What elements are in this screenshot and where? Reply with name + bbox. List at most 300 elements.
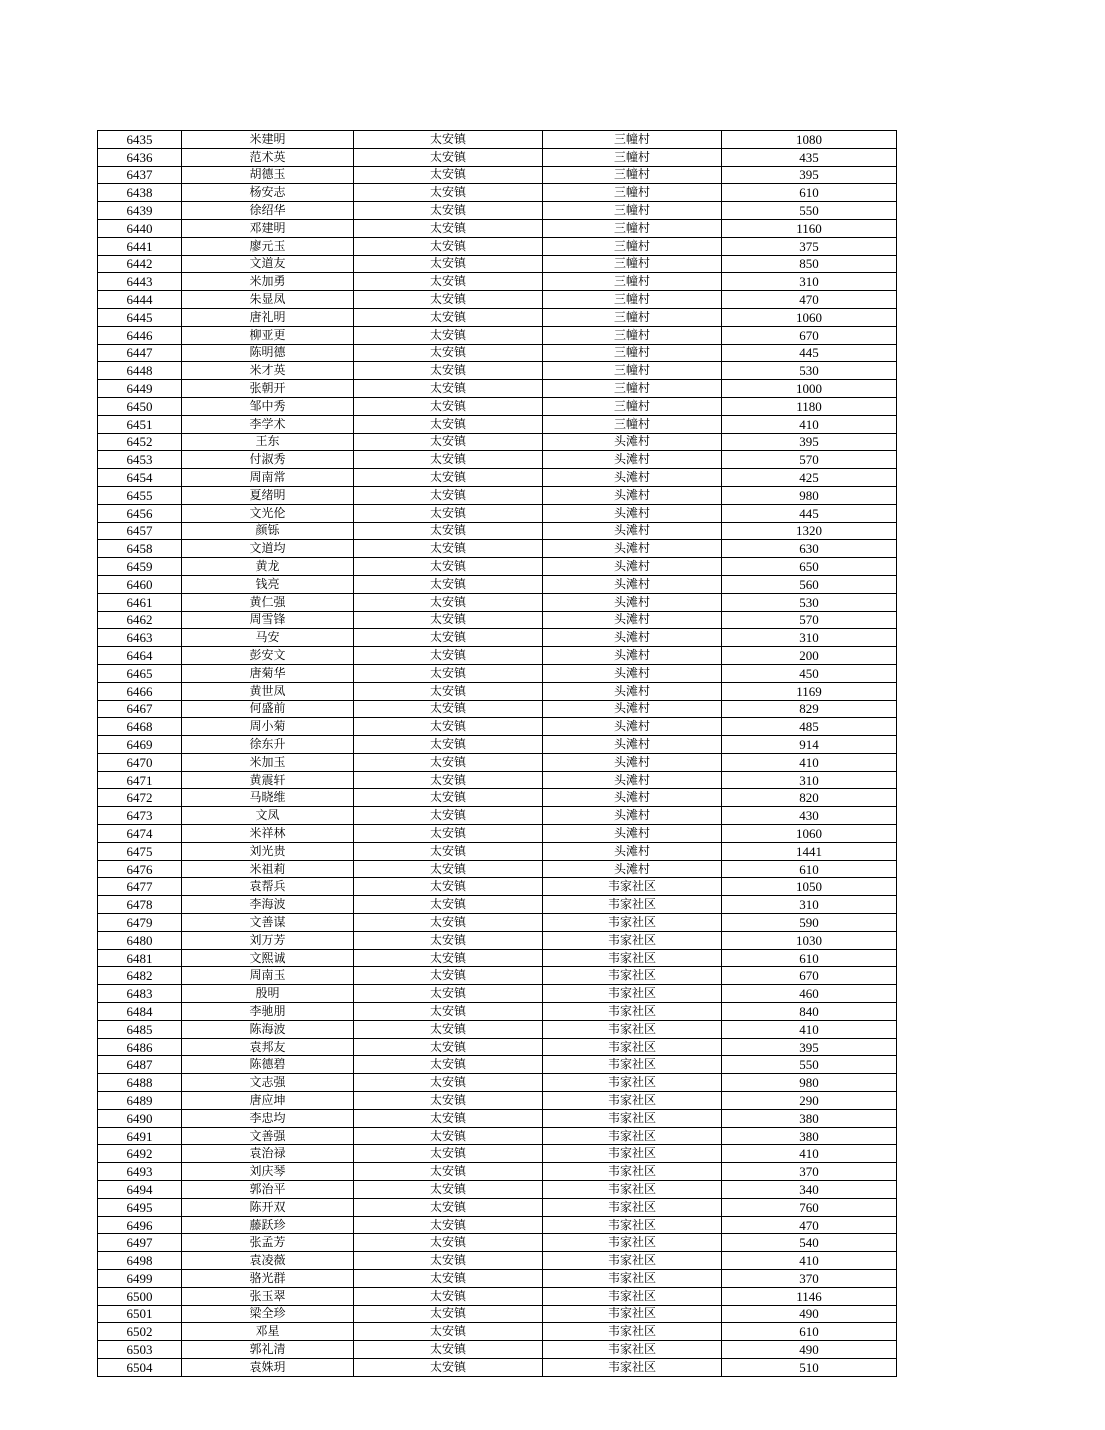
- table-row: [98, 1020, 897, 1038]
- name-cell: 黄世凤: [182, 682, 354, 700]
- row-number-cell: 6478: [98, 896, 182, 914]
- table-row: [98, 1056, 897, 1074]
- amount-cell: 610: [722, 949, 897, 967]
- row-number-cell: 6500: [98, 1287, 182, 1305]
- amount-cell: 1050: [722, 878, 897, 896]
- amount-cell: 630: [722, 540, 897, 558]
- name-cell: 黄龙: [182, 558, 354, 576]
- amount-cell: 380: [722, 1109, 897, 1127]
- town-cell: 太安镇: [354, 611, 543, 629]
- village-cell: 头滩村: [543, 451, 722, 469]
- row-number-cell: 6441: [98, 237, 182, 255]
- village-cell: 韦家社区: [543, 1003, 722, 1021]
- town-cell: 太安镇: [354, 451, 543, 469]
- table-row: [98, 807, 897, 825]
- name-cell: 文凤: [182, 807, 354, 825]
- name-cell: 马安: [182, 629, 354, 647]
- row-number-cell: 6443: [98, 273, 182, 291]
- row-number-cell: 6488: [98, 1074, 182, 1092]
- amount-cell: 340: [722, 1181, 897, 1199]
- amount-cell: 1180: [722, 397, 897, 415]
- table-row: [98, 1038, 897, 1056]
- row-number-cell: 6467: [98, 700, 182, 718]
- village-cell: 韦家社区: [543, 931, 722, 949]
- town-cell: 太安镇: [354, 967, 543, 985]
- amount-cell: 980: [722, 1074, 897, 1092]
- table-row: [98, 647, 897, 665]
- amount-cell: 370: [722, 1163, 897, 1181]
- table-row: [98, 629, 897, 647]
- town-cell: 太安镇: [354, 1092, 543, 1110]
- amount-cell: 375: [722, 237, 897, 255]
- name-cell: 朱显凤: [182, 291, 354, 309]
- name-cell: 陈德碧: [182, 1056, 354, 1074]
- town-cell: 太安镇: [354, 308, 543, 326]
- name-cell: 藤跃珍: [182, 1216, 354, 1234]
- amount-cell: 914: [722, 736, 897, 754]
- village-cell: 韦家社区: [543, 967, 722, 985]
- town-cell: 太安镇: [354, 593, 543, 611]
- row-number-cell: 6468: [98, 718, 182, 736]
- village-cell: 三幢村: [543, 380, 722, 398]
- amount-cell: 490: [722, 1305, 897, 1323]
- town-cell: 太安镇: [354, 1181, 543, 1199]
- row-number-cell: 6499: [98, 1270, 182, 1288]
- town-cell: 太安镇: [354, 949, 543, 967]
- town-cell: 太安镇: [354, 931, 543, 949]
- table-row: [98, 664, 897, 682]
- table-row: [98, 1287, 897, 1305]
- row-number-cell: 6440: [98, 219, 182, 237]
- row-number-cell: 6461: [98, 593, 182, 611]
- name-cell: 唐礼明: [182, 308, 354, 326]
- amount-cell: 410: [722, 415, 897, 433]
- row-number-cell: 6435: [98, 131, 182, 149]
- name-cell: 袁姝玥: [182, 1358, 354, 1376]
- amount-cell: 820: [722, 789, 897, 807]
- name-cell: 梁全珍: [182, 1305, 354, 1323]
- table-row: [98, 166, 897, 184]
- village-cell: 韦家社区: [543, 1287, 722, 1305]
- table-row: [98, 308, 897, 326]
- amount-cell: 445: [722, 344, 897, 362]
- town-cell: 太安镇: [354, 1341, 543, 1359]
- village-cell: 韦家社区: [543, 1020, 722, 1038]
- amount-cell: 370: [722, 1270, 897, 1288]
- table-row: [98, 415, 897, 433]
- amount-cell: 460: [722, 985, 897, 1003]
- village-cell: 头滩村: [543, 664, 722, 682]
- village-cell: 三幢村: [543, 326, 722, 344]
- village-cell: 头滩村: [543, 558, 722, 576]
- amount-cell: 980: [722, 486, 897, 504]
- amount-cell: 410: [722, 1020, 897, 1038]
- table-row: [98, 1003, 897, 1021]
- village-cell: 三幢村: [543, 131, 722, 149]
- table-row: [98, 344, 897, 362]
- village-cell: 韦家社区: [543, 1323, 722, 1341]
- amount-cell: 310: [722, 273, 897, 291]
- row-number-cell: 6458: [98, 540, 182, 558]
- village-cell: 头滩村: [543, 860, 722, 878]
- village-cell: 三幢村: [543, 202, 722, 220]
- town-cell: 太安镇: [354, 1074, 543, 1092]
- village-cell: 头滩村: [543, 433, 722, 451]
- village-cell: 韦家社区: [543, 1198, 722, 1216]
- town-cell: 太安镇: [354, 771, 543, 789]
- village-cell: 头滩村: [543, 771, 722, 789]
- table-row: [98, 1234, 897, 1252]
- village-cell: 头滩村: [543, 682, 722, 700]
- village-cell: 头滩村: [543, 718, 722, 736]
- table-row: [98, 362, 897, 380]
- amount-cell: 1169: [722, 682, 897, 700]
- name-cell: 刘光贵: [182, 842, 354, 860]
- row-number-cell: 6498: [98, 1252, 182, 1270]
- table-row: [98, 148, 897, 166]
- table-row: [98, 504, 897, 522]
- town-cell: 太安镇: [354, 1287, 543, 1305]
- row-number-cell: 6487: [98, 1056, 182, 1074]
- table-row: [98, 1145, 897, 1163]
- table-row: [98, 931, 897, 949]
- table-row: [98, 219, 897, 237]
- table-row: [98, 451, 897, 469]
- town-cell: 太安镇: [354, 718, 543, 736]
- row-number-cell: 6501: [98, 1305, 182, 1323]
- village-cell: 三幢村: [543, 308, 722, 326]
- town-cell: 太安镇: [354, 486, 543, 504]
- name-cell: 刘万芳: [182, 931, 354, 949]
- town-cell: 太安镇: [354, 540, 543, 558]
- amount-cell: 200: [722, 647, 897, 665]
- village-cell: 三幢村: [543, 237, 722, 255]
- name-cell: 文志强: [182, 1074, 354, 1092]
- table-row: [98, 985, 897, 1003]
- village-cell: 头滩村: [543, 629, 722, 647]
- table-row: [98, 914, 897, 932]
- amount-cell: 610: [722, 1323, 897, 1341]
- table-row: [98, 1216, 897, 1234]
- village-cell: 头滩村: [543, 647, 722, 665]
- name-cell: 颜铄: [182, 522, 354, 540]
- town-cell: 太安镇: [354, 860, 543, 878]
- amount-cell: 410: [722, 1252, 897, 1270]
- name-cell: 张朝开: [182, 380, 354, 398]
- row-number-cell: 6484: [98, 1003, 182, 1021]
- amount-cell: 435: [722, 148, 897, 166]
- name-cell: 骆光群: [182, 1270, 354, 1288]
- village-cell: 韦家社区: [543, 1145, 722, 1163]
- town-cell: 太安镇: [354, 1270, 543, 1288]
- village-cell: 韦家社区: [543, 1341, 722, 1359]
- village-cell: 韦家社区: [543, 878, 722, 896]
- table-row: [98, 433, 897, 451]
- town-cell: 太安镇: [354, 1323, 543, 1341]
- amount-cell: 1060: [722, 308, 897, 326]
- village-cell: 三幢村: [543, 184, 722, 202]
- amount-cell: 310: [722, 896, 897, 914]
- village-cell: 三幢村: [543, 291, 722, 309]
- name-cell: 陈海波: [182, 1020, 354, 1038]
- table-row: [98, 860, 897, 878]
- row-number-cell: 6447: [98, 344, 182, 362]
- table-row: [98, 380, 897, 398]
- name-cell: 文道均: [182, 540, 354, 558]
- row-number-cell: 6466: [98, 682, 182, 700]
- village-cell: 头滩村: [543, 504, 722, 522]
- row-number-cell: 6473: [98, 807, 182, 825]
- row-number-cell: 6496: [98, 1216, 182, 1234]
- row-number-cell: 6483: [98, 985, 182, 1003]
- town-cell: 太安镇: [354, 1252, 543, 1270]
- row-number-cell: 6470: [98, 753, 182, 771]
- name-cell: 米才英: [182, 362, 354, 380]
- row-number-cell: 6486: [98, 1038, 182, 1056]
- name-cell: 袁治禄: [182, 1145, 354, 1163]
- amount-cell: 490: [722, 1341, 897, 1359]
- village-cell: 头滩村: [543, 753, 722, 771]
- amount-cell: 1030: [722, 931, 897, 949]
- amount-cell: 760: [722, 1198, 897, 1216]
- amount-cell: 840: [722, 1003, 897, 1021]
- amount-cell: 650: [722, 558, 897, 576]
- table-row: [98, 1252, 897, 1270]
- name-cell: 文道友: [182, 255, 354, 273]
- village-cell: 头滩村: [543, 540, 722, 558]
- village-cell: 韦家社区: [543, 949, 722, 967]
- name-cell: 文熙诚: [182, 949, 354, 967]
- name-cell: 米祥林: [182, 825, 354, 843]
- name-cell: 刘庆琴: [182, 1163, 354, 1181]
- town-cell: 太安镇: [354, 1056, 543, 1074]
- name-cell: 范术英: [182, 148, 354, 166]
- name-cell: 张玉翠: [182, 1287, 354, 1305]
- amount-cell: 395: [722, 433, 897, 451]
- village-cell: 韦家社区: [543, 1270, 722, 1288]
- row-number-cell: 6504: [98, 1358, 182, 1376]
- row-number-cell: 6439: [98, 202, 182, 220]
- row-number-cell: 6463: [98, 629, 182, 647]
- town-cell: 太安镇: [354, 1145, 543, 1163]
- amount-cell: 310: [722, 629, 897, 647]
- table-body: [98, 131, 897, 1377]
- amount-cell: 425: [722, 469, 897, 487]
- name-cell: 彭安文: [182, 647, 354, 665]
- amount-cell: 380: [722, 1127, 897, 1145]
- row-number-cell: 6448: [98, 362, 182, 380]
- row-number-cell: 6479: [98, 914, 182, 932]
- amount-cell: 1080: [722, 131, 897, 149]
- town-cell: 太安镇: [354, 825, 543, 843]
- village-cell: 头滩村: [543, 593, 722, 611]
- table-row: [98, 789, 897, 807]
- amount-cell: 1060: [722, 825, 897, 843]
- village-cell: 韦家社区: [543, 1234, 722, 1252]
- name-cell: 袁帮兵: [182, 878, 354, 896]
- village-cell: 头滩村: [543, 522, 722, 540]
- village-cell: 头滩村: [543, 842, 722, 860]
- town-cell: 太安镇: [354, 415, 543, 433]
- name-cell: 张孟芳: [182, 1234, 354, 1252]
- village-cell: 头滩村: [543, 700, 722, 718]
- town-cell: 太安镇: [354, 344, 543, 362]
- row-number-cell: 6462: [98, 611, 182, 629]
- row-number-cell: 6493: [98, 1163, 182, 1181]
- village-cell: 韦家社区: [543, 1252, 722, 1270]
- row-number-cell: 6460: [98, 575, 182, 593]
- town-cell: 太安镇: [354, 291, 543, 309]
- village-cell: 头滩村: [543, 736, 722, 754]
- row-number-cell: 6477: [98, 878, 182, 896]
- amount-cell: 530: [722, 593, 897, 611]
- town-cell: 太安镇: [354, 664, 543, 682]
- town-cell: 太安镇: [354, 1163, 543, 1181]
- row-number-cell: 6444: [98, 291, 182, 309]
- village-cell: 韦家社区: [543, 985, 722, 1003]
- row-number-cell: 6450: [98, 397, 182, 415]
- table-row: [98, 291, 897, 309]
- name-cell: 邹中秀: [182, 397, 354, 415]
- name-cell: 邓星: [182, 1323, 354, 1341]
- row-number-cell: 6459: [98, 558, 182, 576]
- table-row: [98, 1198, 897, 1216]
- row-number-cell: 6485: [98, 1020, 182, 1038]
- name-cell: 袁邦友: [182, 1038, 354, 1056]
- amount-cell: 470: [722, 1216, 897, 1234]
- village-cell: 头滩村: [543, 611, 722, 629]
- town-cell: 太安镇: [354, 1020, 543, 1038]
- amount-cell: 290: [722, 1092, 897, 1110]
- town-cell: 太安镇: [354, 184, 543, 202]
- village-cell: 头滩村: [543, 807, 722, 825]
- table-row: [98, 896, 897, 914]
- table-row: [98, 326, 897, 344]
- amount-cell: 1320: [722, 522, 897, 540]
- town-cell: 太安镇: [354, 433, 543, 451]
- village-cell: 三幢村: [543, 397, 722, 415]
- name-cell: 陈开双: [182, 1198, 354, 1216]
- row-number-cell: 6482: [98, 967, 182, 985]
- village-cell: 韦家社区: [543, 914, 722, 932]
- name-cell: 文光伦: [182, 504, 354, 522]
- town-cell: 太安镇: [354, 647, 543, 665]
- town-cell: 太安镇: [354, 131, 543, 149]
- town-cell: 太安镇: [354, 1109, 543, 1127]
- town-cell: 太安镇: [354, 166, 543, 184]
- table-row: [98, 131, 897, 149]
- name-cell: 陈明德: [182, 344, 354, 362]
- town-cell: 太安镇: [354, 326, 543, 344]
- amount-cell: 540: [722, 1234, 897, 1252]
- town-cell: 太安镇: [354, 807, 543, 825]
- name-cell: 邓建明: [182, 219, 354, 237]
- village-cell: 三幢村: [543, 219, 722, 237]
- name-cell: 黄仁强: [182, 593, 354, 611]
- name-cell: 杨安志: [182, 184, 354, 202]
- village-cell: 韦家社区: [543, 1038, 722, 1056]
- row-number-cell: 6502: [98, 1323, 182, 1341]
- town-cell: 太安镇: [354, 380, 543, 398]
- table-row: [98, 522, 897, 540]
- amount-cell: 410: [722, 753, 897, 771]
- village-cell: 头滩村: [543, 469, 722, 487]
- table-row: [98, 1109, 897, 1127]
- town-cell: 太安镇: [354, 1127, 543, 1145]
- town-cell: 太安镇: [354, 504, 543, 522]
- table-row: [98, 469, 897, 487]
- row-number-cell: 6469: [98, 736, 182, 754]
- amount-cell: 550: [722, 202, 897, 220]
- row-number-cell: 6454: [98, 469, 182, 487]
- town-cell: 太安镇: [354, 1234, 543, 1252]
- row-number-cell: 6445: [98, 308, 182, 326]
- amount-cell: 829: [722, 700, 897, 718]
- table-row: [98, 1358, 897, 1376]
- row-number-cell: 6457: [98, 522, 182, 540]
- village-cell: 韦家社区: [543, 1181, 722, 1199]
- table-row: [98, 878, 897, 896]
- name-cell: 周南玉: [182, 967, 354, 985]
- town-cell: 太安镇: [354, 914, 543, 932]
- town-cell: 太安镇: [354, 273, 543, 291]
- row-number-cell: 6453: [98, 451, 182, 469]
- table-row: [98, 202, 897, 220]
- amount-cell: 310: [722, 771, 897, 789]
- name-cell: 袁凌薇: [182, 1252, 354, 1270]
- town-cell: 太安镇: [354, 629, 543, 647]
- row-number-cell: 6464: [98, 647, 182, 665]
- town-cell: 太安镇: [354, 1358, 543, 1376]
- village-cell: 韦家社区: [543, 1216, 722, 1234]
- town-cell: 太安镇: [354, 255, 543, 273]
- village-cell: 三幢村: [543, 415, 722, 433]
- row-number-cell: 6481: [98, 949, 182, 967]
- town-cell: 太安镇: [354, 1198, 543, 1216]
- village-cell: 韦家社区: [543, 1109, 722, 1127]
- town-cell: 太安镇: [354, 1038, 543, 1056]
- village-cell: 韦家社区: [543, 896, 722, 914]
- amount-cell: 395: [722, 166, 897, 184]
- amount-cell: 610: [722, 184, 897, 202]
- table-row: [98, 700, 897, 718]
- row-number-cell: 6471: [98, 771, 182, 789]
- amount-cell: 550: [722, 1056, 897, 1074]
- amount-cell: 430: [722, 807, 897, 825]
- row-number-cell: 6456: [98, 504, 182, 522]
- name-cell: 李驰朋: [182, 1003, 354, 1021]
- amount-cell: 670: [722, 967, 897, 985]
- town-cell: 太安镇: [354, 202, 543, 220]
- town-cell: 太安镇: [354, 985, 543, 1003]
- village-cell: 韦家社区: [543, 1305, 722, 1323]
- amount-cell: 590: [722, 914, 897, 932]
- row-number-cell: 6480: [98, 931, 182, 949]
- name-cell: 李学术: [182, 415, 354, 433]
- table-row: [98, 682, 897, 700]
- row-number-cell: 6497: [98, 1234, 182, 1252]
- name-cell: 夏绪明: [182, 486, 354, 504]
- amount-cell: 560: [722, 575, 897, 593]
- village-cell: 头滩村: [543, 825, 722, 843]
- name-cell: 付淑秀: [182, 451, 354, 469]
- table-row: [98, 540, 897, 558]
- name-cell: 文善谋: [182, 914, 354, 932]
- town-cell: 太安镇: [354, 896, 543, 914]
- town-cell: 太安镇: [354, 469, 543, 487]
- row-number-cell: 6442: [98, 255, 182, 273]
- town-cell: 太安镇: [354, 753, 543, 771]
